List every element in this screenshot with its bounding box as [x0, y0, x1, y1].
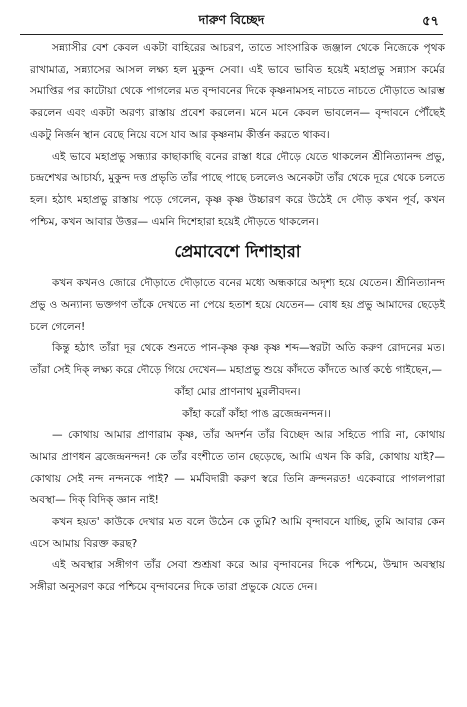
verse-line: কাঁহা মোর প্রাণনাথ মুরলীবদন। — [174, 385, 301, 398]
running-title: দারুণ বিচ্ছেদ — [198, 12, 265, 27]
paragraph: এই অবস্থার সঙ্গীগণ তাঁর সেবা শুশ্রূষা করে আর বৃন্দাবনের দিকে পশ্চিমে, উন্মাদ অবস্থায় সঙ্গীরা অনুসরণ করে পশ্চিমে বৃন্দাবনের দিকে তারা প্রভুকে যেতে দেন। — [30, 559, 445, 594]
header-divider — [20, 34, 443, 35]
paragraph: এই ভাবে মহাপ্রভু সন্ধ্যার কাছাকাছি বনের রাস্তা ধরে দৌড়ে যেতে থাকলেন শ্রীনিত্যানন্দ প্রভু, চন্দ্রশেখর আচার্য্য, মুকুন্দ দত্ত প্রভৃতি তাঁর পাছে পাছে চললেও অনেকটা তাঁর থেকে দূরে থেকে চলতে হল। হঠাৎ মহাপ্রভু রাস্তায় পড়ে গেলেন, কৃষ্ণ কৃষ্ণ উচ্চারণ করে উঠেই দে দৌড় কখন পূর্ব, কখন পশ্চিম, কখন আবার উত্তর— এমনি দিশেহারা হয়েই দৌড়তে থাকলেন। — [30, 150, 445, 228]
paragraph: কখন হয়ত' কাউকে দেখার মত বলে উঠেন কে তুমি? আমি বৃন্দাবনে যাচ্ছি, তুমি আবার কেন এসে আমায় বিরক্ত করছ? — [30, 516, 445, 550]
paragraph: কিন্তু হঠাৎ তাঁরা দূর থেকে শুনতে পান-কৃষ্ণ কৃষ্ণ কৃষ্ণ শব্দ—স্বরটা অতি করুণ রোদনের মত। তাঁরা সেই দিক্ লক্ষ্য করে দৌড়ে গিয়ে দেখেন— মহাপ্রভু শুয়ে কাঁদতে কাঁদতে আর্ত্ত কণ্ঠে গাইছেন,— — [30, 342, 445, 377]
page-header — [20, 10, 443, 36]
page-number: ৫৭ — [422, 14, 439, 29]
verse-line: কাঁহা করোঁ কাঁহা পাঙ ব্রজেন্দ্রনন্দন।। — [182, 407, 331, 420]
paragraph: সন্ন্যাসীর বেশ কেবল একটা বাহিরের আচরণ, তাতে সাংসারিক জঞ্জাল থেকে নিজেকে পৃথক রাখামাত্র, সন্ন্যাসের আসল লক্ষ্য হল মুকুন্দ সেবা। এই ভাবে ভাবিত হয়েই মহাপ্রভু সন্ন্যাস কর্মের সমাপ্তির পর কাটোয়া থেকে পাগলের মত বৃন্দাবনের দিকে কৃষ্ণনামসহ নাচতে নাচতে দৌড়াতে আরম্ভ করলেন এবং একটা অরণ্য রাস্তায় প্রবেশ করলেন। মনে মনে কেবল ভাবলেন— বৃন্দাবনে পৌঁছেই একটু নির্জন স্থান বেছে নিয়ে বসে যাব আর কৃষ্ণনাম কীর্ত্তন করতে থাকব। — [30, 42, 445, 141]
section-heading: প্রেমাবেশে দিশাহারা — [174, 242, 301, 262]
paragraph: কখন কখনও জোরে দৌড়াতে দৌড়াতে বনের মধ্যে অন্ধকারে অদৃশ্য হয়ে যেতেন। শ্রীনিত্যানন্দ প্রভু ও অন্যান্য ভক্তগণ তাঁকে দেখতে না পেয়ে হতাশ হয়ে যেতেন— বোধ হয় প্রভু আমাদের ছেড়েই চলে গেলেন! — [30, 277, 445, 333]
paragraph: — কোথায় আমার প্রাণারাম কৃষ্ণ, তাঁর অদর্শন তাঁর বিচ্ছেদ আর সহিতে পারি না, কোথায় আমার প্রাণধন ব্রজেন্দ্রনন্দন! কে তাঁর বংশীতে তান ছেড়েছে, আমি এখন কি করি, কোথায় যাই?— কোথায় সেই নন্দ নন্দনকে পাই? — মর্মবিদারী করুণ স্বরে তিনি ক্রন্দনরত! একেবারে পাগলপারা অবস্থা— দিক্ বিদিক্ জ্ঞান নাই! — [30, 429, 445, 507]
page-body — [30, 38, 445, 599]
